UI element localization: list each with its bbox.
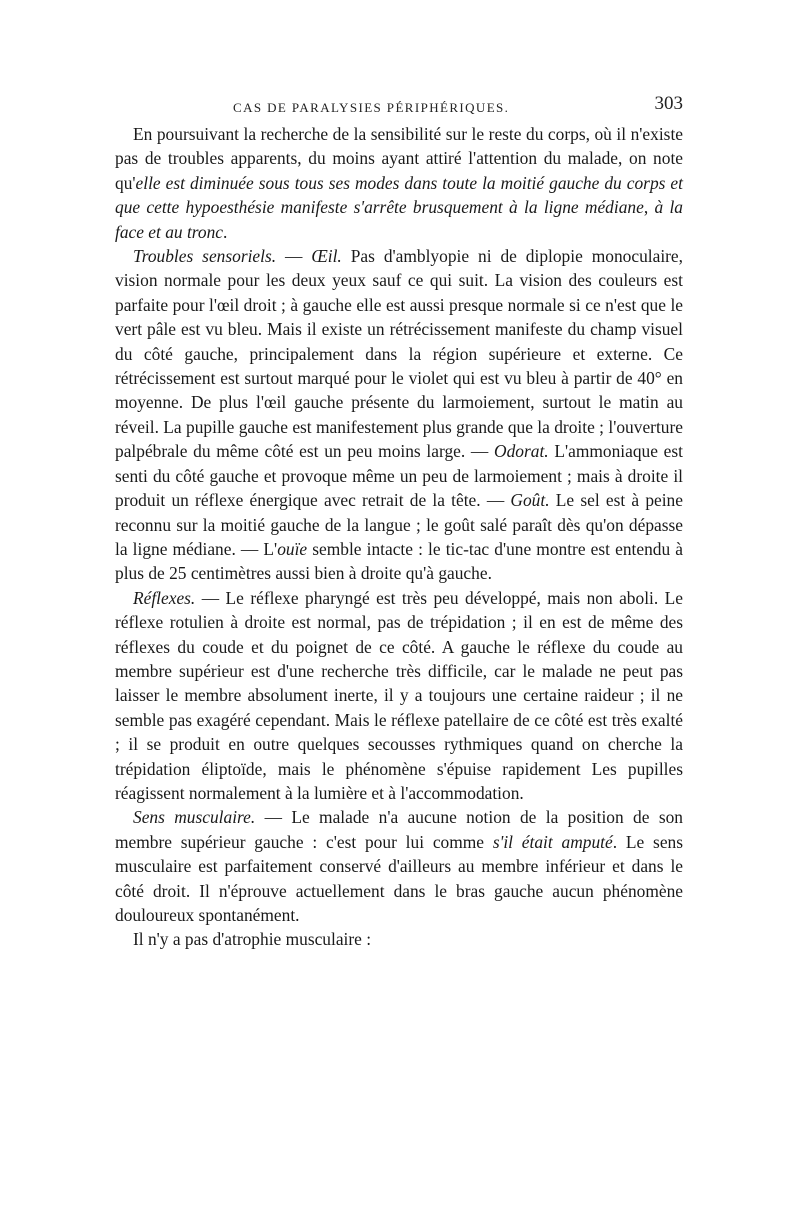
section-heading-italic: Troubles sensoriels. bbox=[133, 246, 277, 267]
subheading-smell: Odorat. bbox=[494, 441, 549, 462]
running-title: CAS DE PARALYSIES PÉRIPHÉRIQUES. bbox=[233, 100, 510, 115]
text-run: — bbox=[276, 246, 312, 267]
text-run: Pas d'amblyopie ni de diplopie monoculaire, vision normale pour les deux yeux sauf ce qui suit. La vision des couleurs est parfaite pour l'œil droit ; à gauche elle est aussi presque normale si ce n'est que le vert pâle est vu bleu. Mais il existe un rétrécissement manifeste du champ visuel du côté gauche, principalement dans la région supérieure et externe. Ce rétrécissement est surtout marqué pour le violet qui est vu bleu à partir de 40° en moyenne. De plus l'œil gauche présente du larmoiement, surtout le matin au réveil. La pupille gauche est manifestement plus grande que la droite ; l'ouverture palpébrale du même côté est un peu moins large. — bbox=[115, 246, 684, 462]
subheading-hearing: ouïe bbox=[277, 538, 308, 559]
text-run: — Le malade n'a aucune notion de la position de son membre supérieur gauche : c'est pour lui comme bbox=[115, 807, 683, 852]
subheading-taste: Goût. bbox=[510, 490, 550, 511]
text-run: Le sel est à peine reconnu sur la moitié gauche de la langue ; le goût salé paraît dès qu'on dépasse la ligne médiane. — L' bbox=[115, 490, 683, 559]
subheading-eye: Œil. bbox=[311, 246, 342, 267]
text-run: — Le réflexe pharyngé est très peu développé, mais non aboli. Le réflexe rotulien à droite est normal, pas de trépidation ; il en est de même des réflexes du coude et du poignet de ce côté. A gauche le réflexe du coude au membre supérieur est d'une recherche très difficile, car le malade ne peut pas laisser le membre absolument inerte, il y a toujours une certaine raideur ; il ne semble pas exagéré cependant. Mais le réflexe patellaire de ce côté est très exalté ; il se produit en outre quelques secousses rythmiques quand on cherche la trépidation éliptoïde, mais le phénomène s'épuise rapidement Les pupilles réagissent normalement à la lumière et à l'accommodation. bbox=[115, 587, 683, 803]
text-run: . Le sens musculaire est parfaitement conservé d'ailleurs au membre inférieur et dans le côté droit. Il n'éprouve actuellement dans le bras gauche aucun phénomène douloureux spontanément. bbox=[115, 831, 683, 925]
section-heading-italic: Sens musculaire. bbox=[133, 807, 256, 828]
paragraph-sensory-troubles bbox=[115, 244, 683, 586]
paragraph-reflexes bbox=[115, 586, 683, 806]
page-header bbox=[115, 92, 683, 122]
text-run: L'ammoniaque est senti du côté gauche et provoque même un peu de larmoiement ; mais à droite il produit un réflexe énergique avec retrait de la tête. — bbox=[115, 441, 683, 511]
paragraph-muscular-sense bbox=[115, 805, 683, 927]
italic-run: à la face et au tronc bbox=[115, 197, 684, 242]
text-run: , bbox=[643, 197, 655, 218]
book-page bbox=[115, 92, 683, 952]
paragraph-atrophy: Il n'y a pas d'atrophie musculaire : bbox=[133, 929, 372, 950]
text-run: . bbox=[223, 221, 228, 242]
section-heading-italic: Réflexes. bbox=[133, 587, 196, 608]
text-run: En poursuivant la recherche de la sensibilité sur le reste du corps, où il n'existe pas de troubles apparents, du moins ayant attiré l'attention du malade, on note qu' bbox=[115, 124, 683, 193]
text-run: semble intacte : le tic-tac d'une montre est entendu à plus de 25 centimètres aussi bien à droite qu'à gauche. bbox=[115, 538, 683, 584]
italic-run: s'il était amputé bbox=[492, 831, 613, 852]
page-number: 303 bbox=[654, 93, 683, 114]
italic-run: elle est diminuée sous tous ses modes dans toute la moitié gauche du corps et que cette hypoesthésie manifeste s'arrête brusquement à la ligne médiane bbox=[115, 172, 683, 218]
paragraph-sensibility bbox=[115, 122, 683, 244]
